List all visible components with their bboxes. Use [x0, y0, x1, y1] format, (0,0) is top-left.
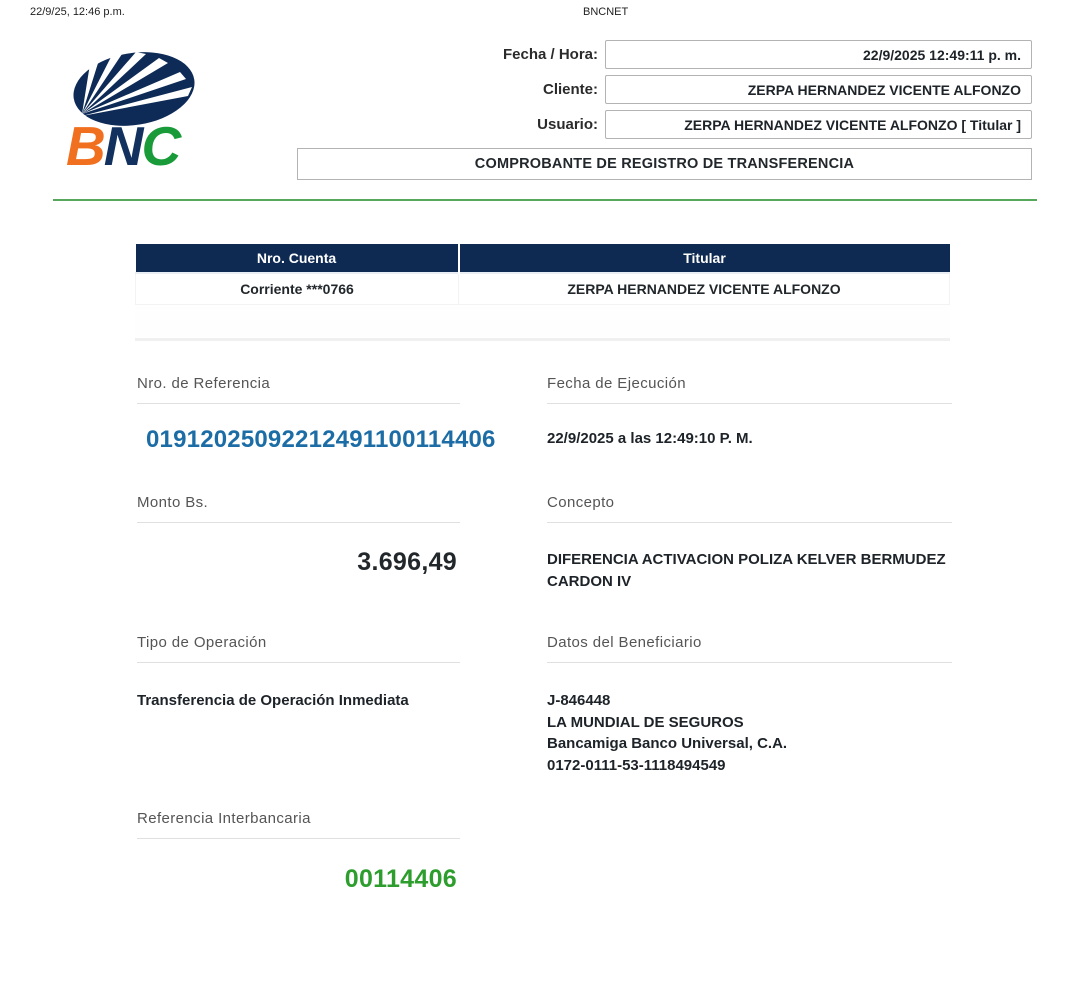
field-label-cliente: Cliente: [542, 81, 598, 98]
account-table-row [136, 273, 950, 305]
logo-letter-c: C [141, 115, 180, 170]
col-header-titular: Titular [459, 244, 950, 273]
beneficiary-bank: Bancamiga Banco Universal, C.A. [547, 735, 788, 752]
print-page-title: BNCNET [583, 6, 629, 18]
section-nro-referencia [137, 375, 496, 454]
logo-letter-n: N [103, 115, 142, 170]
section-fecha-ejecucion [547, 375, 952, 454]
label-concepto: Concepto [547, 494, 952, 523]
field-value-usuario: ZERPA HERNANDEZ VICENTE ALFONZO [ Titular ] [605, 110, 1032, 139]
table-footer-spacer [135, 305, 950, 341]
amount-value: 3.696,49 [357, 548, 457, 576]
cell-titular: ZERPA HERNANDEZ VICENTE ALFONZO [459, 273, 950, 305]
svg-text:BNC [66, 115, 182, 170]
concept-value: DIFERENCIA ACTIVACION POLIZA KELVER BERMUDEZ CARDON IV [547, 551, 946, 590]
account-table [135, 244, 950, 305]
field-label-fecha-hora: Fecha / Hora: [502, 46, 598, 63]
section-tipo-operacion [137, 634, 460, 776]
beneficiary-details [547, 690, 952, 776]
label-referencia-interbancaria: Referencia Interbancaria [137, 810, 460, 839]
interbank-reference-number: 00114406 [344, 865, 457, 893]
beneficiary-name: LA MUNDIAL DE SEGUROS [547, 713, 744, 731]
bnc-sunburst-icon [60, 52, 210, 170]
label-fecha-ejecucion: Fecha de Ejecución [547, 375, 952, 404]
reference-number: 01912025092212491100114406 [146, 426, 496, 453]
label-tipo-operacion: Tipo de Operación [137, 634, 460, 663]
green-divider [53, 199, 1037, 201]
field-row-fecha-hora [440, 40, 1032, 69]
document-title: COMPROBANTE DE REGISTRO DE TRANSFERENCIA [297, 148, 1032, 180]
section-monto [137, 494, 460, 593]
section-concepto [547, 494, 952, 593]
section-referencia-interbancaria [137, 810, 460, 894]
field-row-cliente [440, 75, 1032, 104]
cell-nro-cuenta: Corriente ***0766 [136, 273, 459, 305]
field-row-usuario [440, 110, 1032, 139]
execution-date-value: 22/9/2025 a las 12:49:10 P. M. [547, 430, 753, 447]
label-datos-beneficiario: Datos del Beneficiario [547, 634, 952, 663]
field-value-cliente: ZERPA HERNANDEZ VICENTE ALFONZO [605, 75, 1032, 104]
bnc-logo [60, 52, 210, 170]
field-value-fecha-hora: 22/9/2025 12:49:11 p. m. [605, 40, 1032, 69]
section-datos-beneficiario [547, 634, 952, 776]
label-monto: Monto Bs. [137, 494, 460, 523]
logo-letter-b: B [66, 115, 104, 170]
beneficiary-account: 0172-0111-53-1118494549 [547, 756, 726, 774]
operation-type-value: Transferencia de Operación Inmediata [137, 692, 409, 709]
label-nro-referencia: Nro. de Referencia [137, 375, 460, 404]
col-header-nro-cuenta: Nro. Cuenta [136, 244, 459, 273]
field-label-usuario: Usuario: [537, 116, 598, 133]
receipt-body [135, 244, 950, 894]
print-datetime: 22/9/25, 12:46 p.m. [30, 6, 125, 18]
beneficiary-id: J-846448 [547, 692, 611, 709]
account-table-header-row [136, 244, 950, 273]
